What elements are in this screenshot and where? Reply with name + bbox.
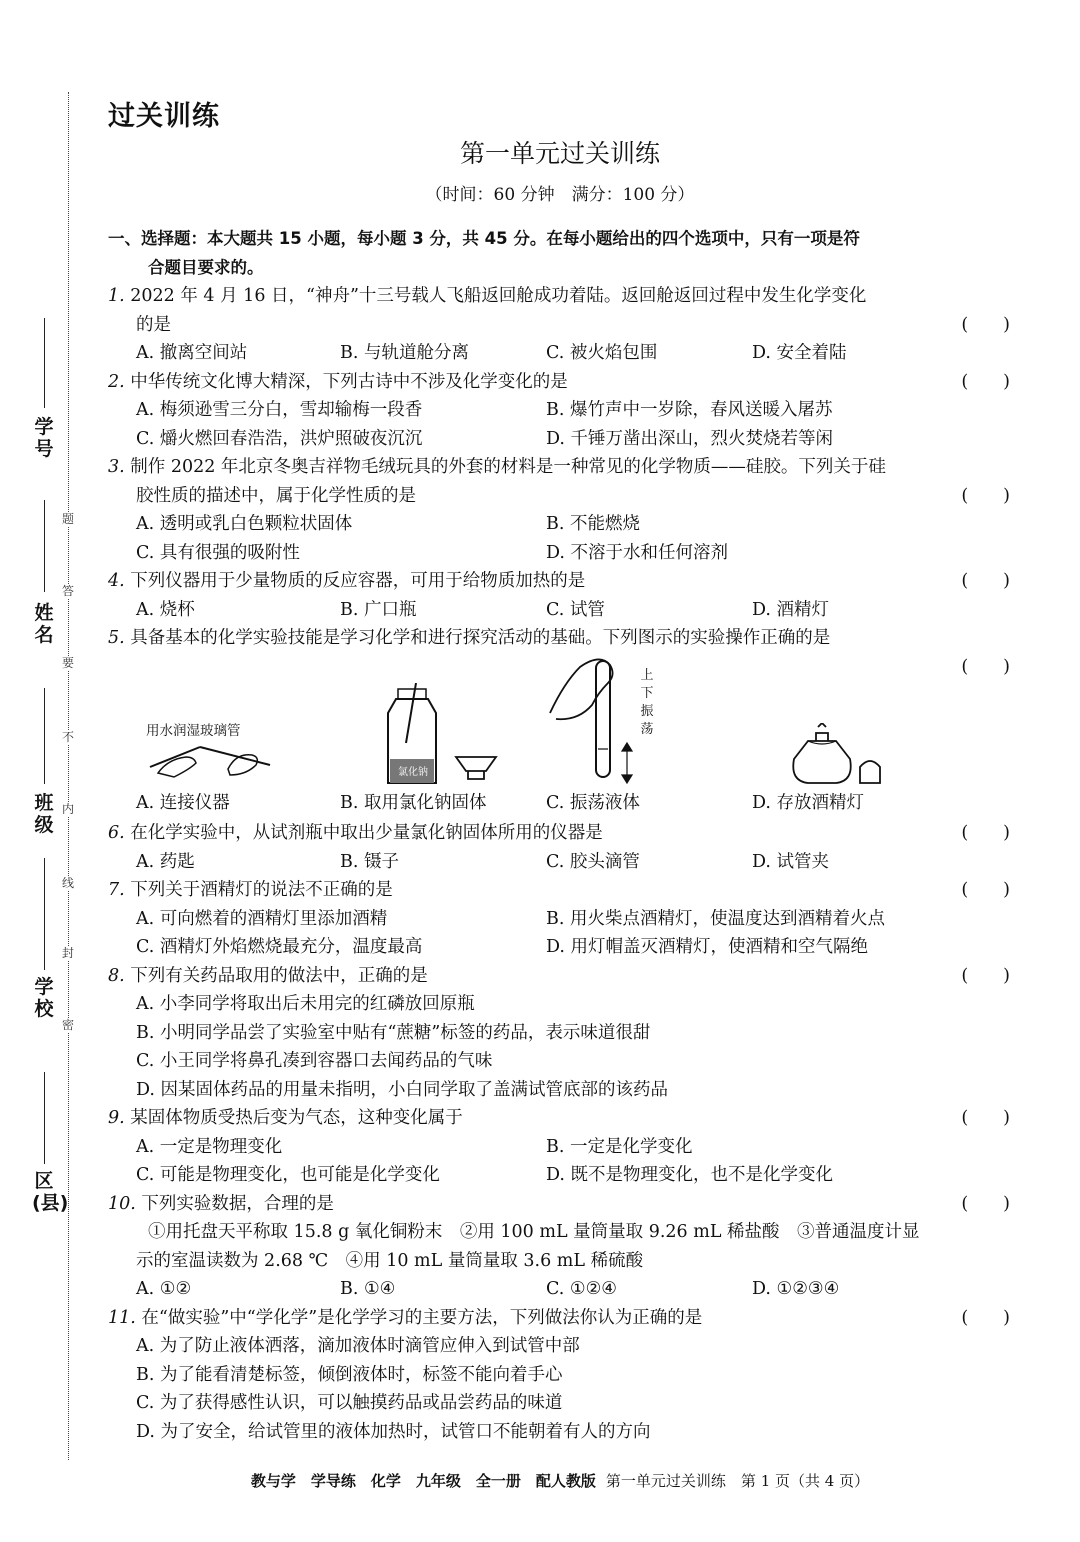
question-stem: 具备基本的化学实验技能是学习化学和进行探究活动的基础。下列图示的实验操作正确的是 <box>124 628 831 648</box>
question-stem: 2022 年 4 月 16 日，“神舟”十三号载人飞船返回舱成功着陆。返回舱返回过程中发生化学变化 <box>124 286 867 306</box>
question-number: 2. <box>108 371 125 392</box>
option-b[interactable]: B. 镊子 <box>340 851 399 872</box>
question-11 <box>108 1304 1014 1333</box>
seal-char: 线 <box>61 876 74 890</box>
options-row <box>108 1361 1014 1390</box>
option-b[interactable]: B. 小明同学品尝了实验室中贴有“蔗糖”标签的药品，表示味道很甜 <box>136 1022 651 1043</box>
options-row <box>108 1019 1014 1048</box>
option-d[interactable]: D. 用灯帽盖灭酒精灯，使酒精和空气隔绝 <box>546 937 869 957</box>
alcohol-lamp-drawing <box>788 723 898 785</box>
option-c[interactable]: C. 试管 <box>546 599 605 620</box>
options-row <box>108 990 1014 1019</box>
answer-blank[interactable]: ( ) <box>961 880 1010 900</box>
question-stem: 在化学实验中，从试剂瓶中取出少量氯化钠固体所用的仪器是 <box>124 823 603 843</box>
field-district: 区(县) <box>32 1170 69 1214</box>
page-title: 第一单元过关训练 <box>459 139 660 168</box>
question-stem-cont <box>108 482 1014 511</box>
option-d[interactable]: D. 为了安全，给试管里的液体加热时，试管口不能朝着有人的方向 <box>136 1421 651 1442</box>
exam-info: （时间：60 分钟 满分：100 分） <box>425 185 695 205</box>
question-stem: 下列有关药品取用的做法中，正确的是 <box>124 965 428 986</box>
question-stem: 某固体物质受热后变为气态，这种变化属于 <box>124 1108 463 1128</box>
question-5 <box>108 624 1014 653</box>
field-underline[interactable] <box>44 858 45 970</box>
answer-blank[interactable]: ( ) <box>961 1108 1010 1128</box>
option-b[interactable]: B. 不能燃烧 <box>546 514 640 534</box>
option-a[interactable]: A. 可向燃着的酒精灯里添加酒精 <box>136 908 388 929</box>
option-c[interactable]: C. 爝火燃回春浩浩，洪炉照破夜沉沉 <box>136 428 423 449</box>
question-number: 11. <box>108 1307 136 1328</box>
question-number: 5. <box>108 628 125 648</box>
option-a[interactable]: A. 烧杯 <box>136 599 195 620</box>
options-row <box>108 1275 1014 1304</box>
option-a[interactable]: A. 药匙 <box>136 851 195 872</box>
question-3 <box>108 453 1014 482</box>
section-tag: 过关训练 <box>108 101 220 132</box>
question-number: 8. <box>108 965 125 986</box>
options-row <box>108 1161 1014 1190</box>
seal-char: 不 <box>61 730 74 744</box>
part-header: 一、选择题：本大题共 15 小题，每小题 3 分，共 45 分。在每小题给出的四个选项中，只有一项是符 <box>108 229 860 248</box>
figure-connect-tube <box>138 719 278 779</box>
question-stem: 下列实验数据，合理的是 <box>135 1193 334 1214</box>
option-a[interactable]: A. 梅须逊雪三分白，雪却输梅一段香 <box>136 400 423 420</box>
option-c[interactable]: C. 可能是物理变化，也可能是化学变化 <box>136 1165 440 1185</box>
option-a[interactable]: A. 小李同学将取出后未用完的红磷放回原瓶 <box>136 994 475 1014</box>
answer-blank[interactable]: ( ) <box>961 371 1010 392</box>
question-8 <box>108 962 1014 991</box>
figure-shake-tube <box>544 653 674 785</box>
option-d[interactable]: D. 既不是物理变化，也不是化学变化 <box>546 1165 834 1185</box>
options-row <box>108 425 1014 454</box>
seal-line <box>68 92 69 1460</box>
question-stem-cont: ①用托盘天平称取 15.8 g 氧化铜粉末 ②用 100 mL 量筒量取 9.26 mL 稀盐酸 ③普通温度计显 <box>148 1222 920 1242</box>
option-a[interactable]: A. ①② <box>136 1279 192 1299</box>
option-b[interactable]: B. 为了能看清楚标签，倾倒液体时，标签不能向着手心 <box>136 1364 563 1385</box>
field-name: 姓名 <box>34 602 54 646</box>
question-stem: 下列仪器用于少量物质的反应容器，可用于给物质加热的是 <box>124 571 586 591</box>
option-d[interactable]: D. 千锤万凿出深山，烈火焚烧若等闲 <box>546 428 834 449</box>
answer-blank[interactable]: ( ) <box>961 965 1010 986</box>
option-b[interactable]: B. 爆竹声中一岁除，春风送暖入屠苏 <box>546 400 833 420</box>
seal-char: 要 <box>61 656 74 670</box>
field-underline[interactable] <box>44 500 45 592</box>
field-underline[interactable] <box>44 1072 45 1164</box>
watch-glass-drawing <box>454 753 498 781</box>
options-row <box>108 539 1014 568</box>
question-number: 6. <box>108 823 125 843</box>
options-row <box>108 1418 1014 1447</box>
answer-blank[interactable]: ( ) <box>961 314 1010 335</box>
page-number: 第一单元过关训练 第 1 页（共 4 页） <box>605 1472 870 1490</box>
option-c[interactable]: C. 酒精灯外焰燃烧最充分，温度最高 <box>136 937 423 957</box>
option-a[interactable]: A. 撤离空间站 <box>136 343 248 363</box>
option-c[interactable]: C. 小王同学将鼻孔凑到容器口去闻药品的气味 <box>136 1051 493 1071</box>
field-student-id: 学号 <box>34 416 54 460</box>
option-b[interactable]: B. 广口瓶 <box>340 599 417 620</box>
question-number: 3. <box>108 457 125 477</box>
question-number: 10. <box>108 1193 136 1214</box>
binding-margin <box>0 0 100 1542</box>
field-underline[interactable] <box>44 688 45 784</box>
answer-blank[interactable]: ( ) <box>961 485 1010 506</box>
option-c[interactable]: C. 振荡液体 <box>546 793 640 813</box>
question-9 <box>108 1104 1014 1133</box>
option-c[interactable]: C. 胶头滴管 <box>546 851 640 872</box>
answer-blank[interactable]: ( ) <box>961 823 1010 843</box>
option-a[interactable]: A. 一定是物理变化 <box>136 1136 283 1157</box>
option-d[interactable]: D. ①②③④ <box>752 1279 840 1299</box>
seal-char: 内 <box>61 802 74 816</box>
bottle-label: 氯化钠 <box>398 767 428 778</box>
option-b[interactable]: B. 用火柴点酒精灯，使温度达到酒精着火点 <box>546 908 885 929</box>
up-down-arrow-icon <box>620 741 634 785</box>
option-d[interactable]: D. 安全着陆 <box>752 343 847 363</box>
book-series: 教与学 学导练 化学 九年级 全一册 配人教版 <box>250 1472 596 1490</box>
option-d[interactable]: D. 存放酒精灯 <box>752 793 865 813</box>
question-stem: 制作 2022 年北京冬奥吉祥物毛绒玩具的外套的材料是一种常见的化学物质——硅胶。下列关于硅 <box>124 457 886 477</box>
options-row <box>108 1389 1014 1418</box>
hands-tube-drawing <box>138 737 278 781</box>
answer-blank[interactable]: ( ) <box>961 1307 1010 1328</box>
option-a[interactable]: A. 为了防止液体洒落，滴加液体时滴管应伸入到试管中部 <box>136 1336 580 1356</box>
options-row <box>108 848 1014 877</box>
question-stem-cont <box>108 311 1014 340</box>
option-b[interactable]: B. 与轨道舱分离 <box>340 343 469 363</box>
seal-char: 封 <box>61 946 74 960</box>
question-4 <box>108 567 1014 596</box>
option-b[interactable]: B. ①④ <box>340 1279 396 1299</box>
answer-blank[interactable]: ( ) <box>961 1193 1010 1214</box>
options-row <box>108 596 1014 625</box>
option-b[interactable]: B. 取用氯化钠固体 <box>340 793 487 813</box>
question-7 <box>108 876 1014 905</box>
figure-row <box>108 668 1014 819</box>
question-stem-text: 胶性质的描述中，属于化学性质的是 <box>136 485 416 506</box>
option-d[interactable]: D. 不溶于水和任何溶剂 <box>546 542 729 563</box>
option-c[interactable]: C. 具有很强的吸附性 <box>136 542 300 563</box>
option-c[interactable]: C. ①②④ <box>546 1279 617 1299</box>
page-footer <box>0 1470 1080 1491</box>
options-row <box>108 396 1014 425</box>
figure-reagent-bottle <box>376 683 450 787</box>
option-c[interactable]: C. 为了获得感性认识，可以触摸药品或品尝药品的味道 <box>136 1393 563 1413</box>
field-class: 班级 <box>34 792 54 836</box>
options-row <box>108 510 1014 539</box>
option-a[interactable]: A. 连接仪器 <box>136 793 230 813</box>
question-list <box>108 225 1014 1446</box>
option-d[interactable]: D. 因某固体药品的用量未指明，小白同学取了盖满试管底部的该药品 <box>136 1079 669 1100</box>
options-row <box>108 1332 1014 1361</box>
question-2 <box>108 368 1014 397</box>
figure-label: 上下振荡 <box>640 668 654 737</box>
question-number: 1. <box>108 286 125 306</box>
options-row <box>108 1047 1014 1076</box>
option-c[interactable]: C. 被火焰包围 <box>546 343 658 363</box>
question-stem: 在“做实验”中“学化学”是化学学习的主要方法，下列做法你认为正确的是 <box>135 1307 703 1328</box>
options-row <box>108 933 1014 962</box>
field-school: 学校 <box>34 976 54 1020</box>
seal-char: 密 <box>61 1018 74 1032</box>
answer-blank[interactable]: ( ) <box>961 571 1010 591</box>
question-10 <box>108 1190 1014 1219</box>
options-row <box>108 1076 1014 1105</box>
seal-char: 答 <box>61 584 74 598</box>
figure-label: 用水润湿玻璃管 <box>146 723 241 739</box>
option-d[interactable]: D. 酒精灯 <box>752 599 830 620</box>
question-1 <box>108 282 1014 311</box>
options-row <box>108 339 1014 368</box>
question-stem: 下列关于酒精灯的说法不正确的是 <box>124 880 393 900</box>
option-a[interactable]: A. 透明或乳白色颗粒状固体 <box>136 514 353 534</box>
seal-char: 题 <box>61 512 74 526</box>
question-6 <box>108 819 1014 848</box>
question-stem-cont: 示的室温读数为 2.68 ℃ ④用 10 mL 量筒量取 3.6 mL 稀硫酸 <box>136 1250 644 1271</box>
question-stem: 中华传统文化博大精深，下列古诗中不涉及化学变化的是 <box>124 371 568 392</box>
options-row <box>108 1133 1014 1162</box>
question-number: 7. <box>108 880 125 900</box>
options-row <box>108 905 1014 934</box>
question-number: 4. <box>108 571 125 591</box>
question-stem-text: 的是 <box>136 314 171 335</box>
field-underline[interactable] <box>44 318 45 408</box>
option-d[interactable]: D. 试管夹 <box>752 851 830 872</box>
answer-blank[interactable]: ( ) <box>961 656 1010 677</box>
option-b[interactable]: B. 一定是化学变化 <box>546 1136 693 1157</box>
question-number: 9. <box>108 1108 125 1128</box>
part-header-cont: 合题目要求的。 <box>148 257 264 277</box>
